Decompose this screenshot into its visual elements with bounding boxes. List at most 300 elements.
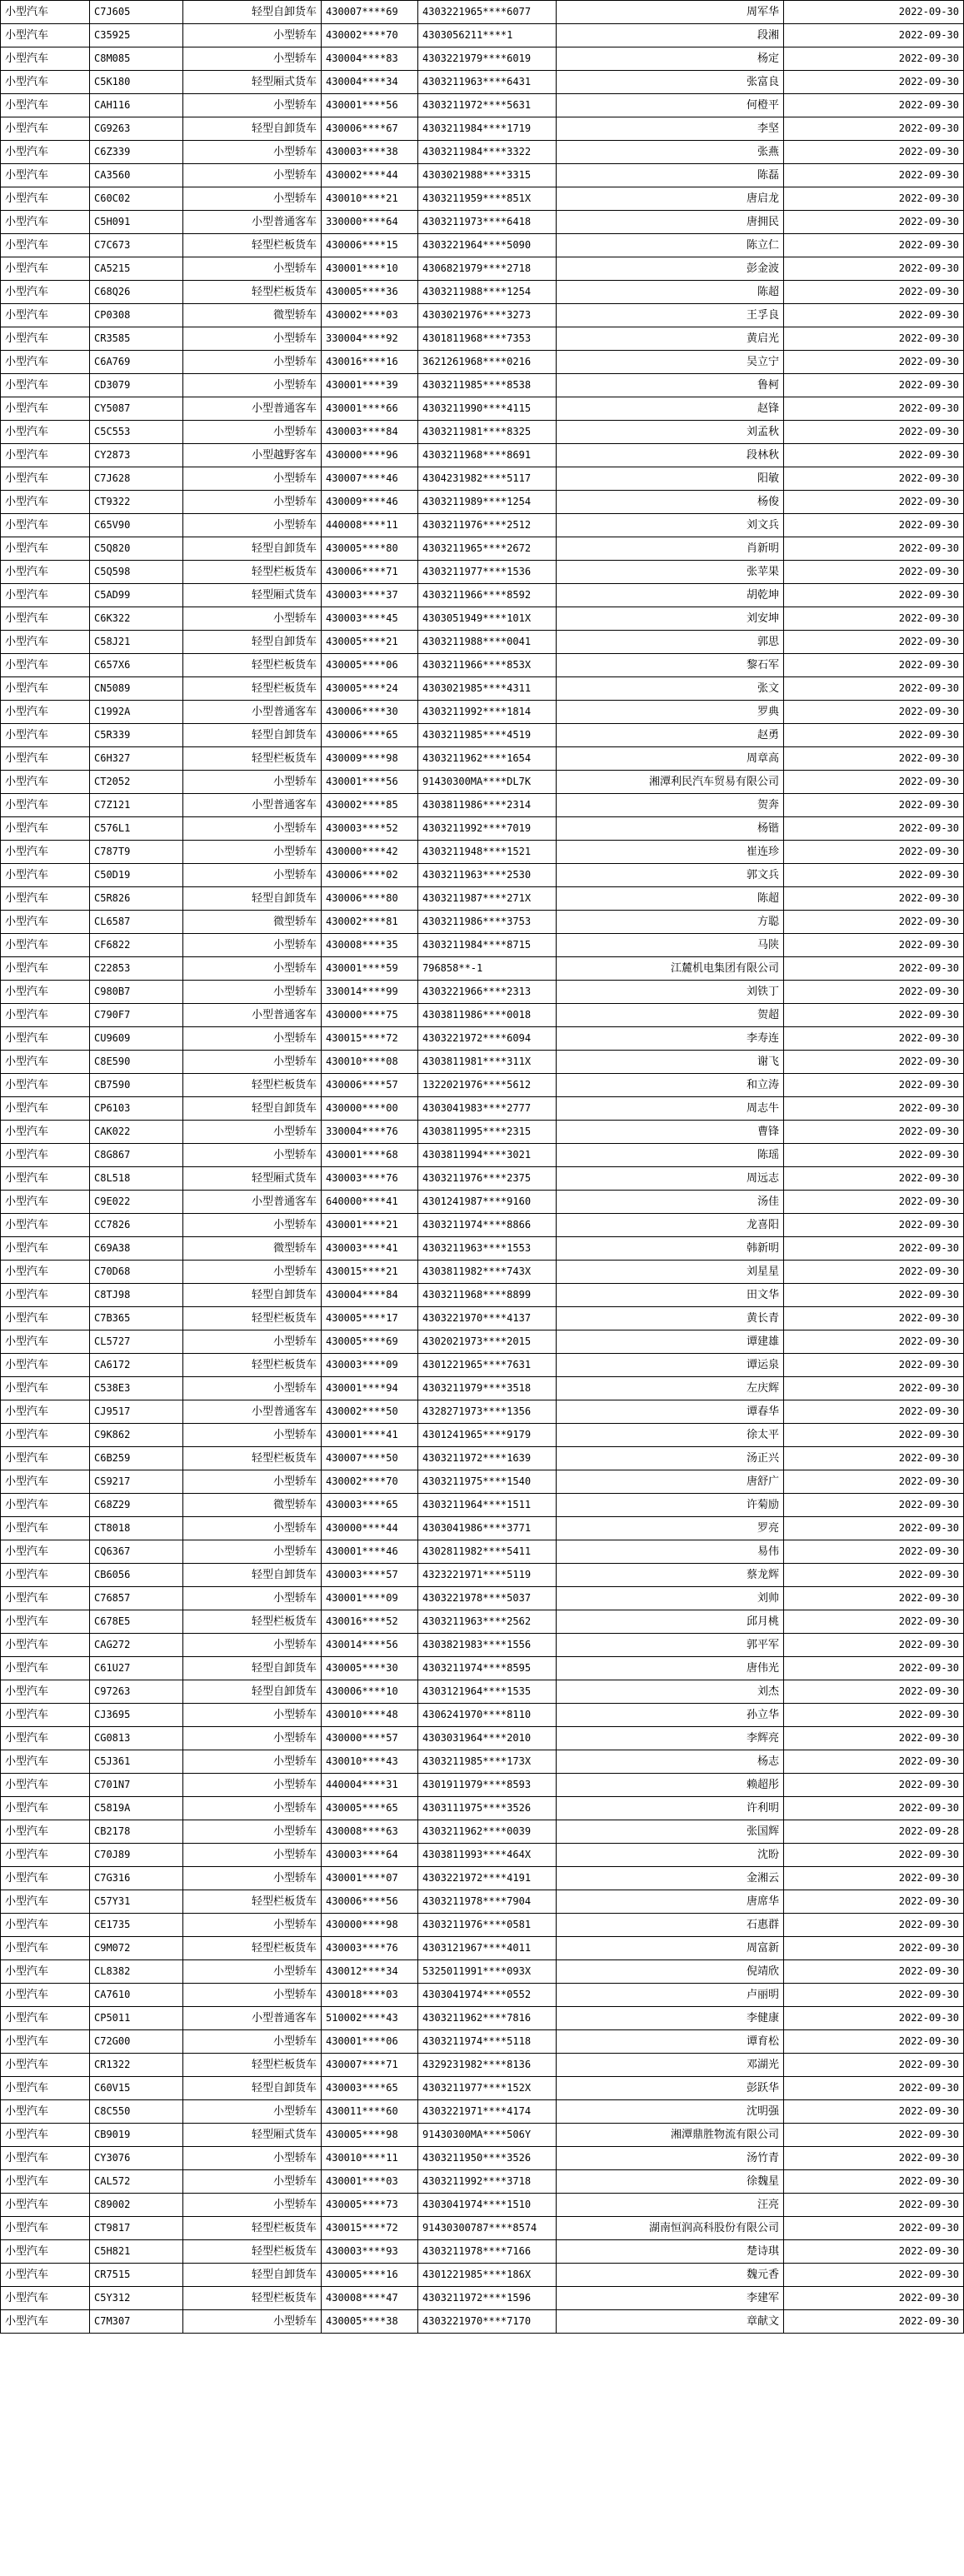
code-cell: 430003****57 xyxy=(322,1564,418,1587)
id-number-cell: 4303211974****8595 xyxy=(418,1657,557,1680)
id-number-cell: 4303021988****3315 xyxy=(418,164,557,187)
code-cell: 430001****59 xyxy=(322,957,418,981)
plate-number-cell: C678E5 xyxy=(90,1610,183,1634)
id-number-cell: 4301221985****186X xyxy=(418,2264,557,2287)
table-row xyxy=(1,1704,964,1727)
code-cell: 430015****21 xyxy=(322,1261,418,1284)
id-number-cell: 4303211979****3518 xyxy=(418,1377,557,1400)
owner-name-cell: 阳敏 xyxy=(557,467,784,491)
date-cell: 2022-09-30 xyxy=(784,2310,964,2334)
table-row xyxy=(1,1844,964,1867)
table-row xyxy=(1,1144,964,1167)
plate-number-cell: CJ3695 xyxy=(90,1704,183,1727)
owner-name-cell: 唐伟光 xyxy=(557,1657,784,1680)
vehicle-type-cell: 小型汽车 xyxy=(1,1400,90,1424)
vehicle-type-cell: 小型汽车 xyxy=(1,1051,90,1074)
id-number-cell: 4301241965****9179 xyxy=(418,1424,557,1447)
code-cell: 430001****41 xyxy=(322,1424,418,1447)
id-number-cell: 4303211972****5631 xyxy=(418,94,557,117)
plate-number-cell: CJ9517 xyxy=(90,1400,183,1424)
plate-number-cell: C6Z339 xyxy=(90,141,183,164)
vehicle-model-cell: 轻型栏板货车 xyxy=(183,2217,322,2240)
id-number-cell: 4303811981****311X xyxy=(418,1051,557,1074)
plate-number-cell: CL5727 xyxy=(90,1330,183,1354)
plate-number-cell: C68Z29 xyxy=(90,1494,183,1517)
table-row xyxy=(1,491,964,514)
id-number-cell: 4306241970****8110 xyxy=(418,1704,557,1727)
table-row xyxy=(1,2054,964,2077)
id-number-cell: 4303211972****1639 xyxy=(418,1447,557,1470)
vehicle-type-cell: 小型汽车 xyxy=(1,421,90,444)
vehicle-model-cell: 小型轿车 xyxy=(183,864,322,887)
owner-name-cell: 汤正兴 xyxy=(557,1447,784,1470)
date-cell: 2022-09-30 xyxy=(784,1424,964,1447)
id-number-cell: 91430300MA****506Y xyxy=(418,2124,557,2147)
table-row xyxy=(1,351,964,374)
vehicle-model-cell: 轻型自卸货车 xyxy=(183,2264,322,2287)
vehicle-model-cell: 小型轿车 xyxy=(183,1540,322,1564)
id-number-cell: 4303221979****6019 xyxy=(418,47,557,71)
vehicle-model-cell: 小型轿车 xyxy=(183,2147,322,2170)
vehicle-model-cell: 轻型栏板货车 xyxy=(183,1307,322,1330)
id-number-cell: 4306821979****2718 xyxy=(418,257,557,281)
table-row xyxy=(1,141,964,164)
date-cell: 2022-09-30 xyxy=(784,1400,964,1424)
plate-number-cell: C790F7 xyxy=(90,1004,183,1027)
owner-name-cell: 吴立宁 xyxy=(557,351,784,374)
plate-number-cell: C8C550 xyxy=(90,2100,183,2124)
plate-number-cell: CS9217 xyxy=(90,1470,183,1494)
code-cell: 430002****03 xyxy=(322,304,418,327)
vehicle-type-cell: 小型汽车 xyxy=(1,1191,90,1214)
plate-number-cell: C60C02 xyxy=(90,187,183,211)
plate-number-cell: C5H821 xyxy=(90,2240,183,2264)
date-cell: 2022-09-30 xyxy=(784,1540,964,1564)
vehicle-model-cell: 小型轿车 xyxy=(183,1844,322,1867)
vehicle-type-cell: 小型汽车 xyxy=(1,234,90,257)
owner-name-cell: 刘帅 xyxy=(557,1587,784,1610)
code-cell: 430007****50 xyxy=(322,1447,418,1470)
date-cell: 2022-09-30 xyxy=(784,1704,964,1727)
vehicle-type-cell: 小型汽车 xyxy=(1,934,90,957)
vehicle-type-cell: 小型汽车 xyxy=(1,327,90,351)
vehicle-model-cell: 轻型厢式货车 xyxy=(183,584,322,607)
owner-name-cell: 刘星星 xyxy=(557,1261,784,1284)
code-cell: 430001****03 xyxy=(322,2170,418,2194)
vehicle-model-cell: 轻型自卸货车 xyxy=(183,1,322,24)
code-cell: 430000****75 xyxy=(322,1004,418,1027)
code-cell: 430000****96 xyxy=(322,444,418,467)
code-cell: 430006****10 xyxy=(322,1680,418,1704)
date-cell: 2022-09-30 xyxy=(784,2147,964,2170)
code-cell: 430003****76 xyxy=(322,1937,418,1960)
owner-name-cell: 赵锋 xyxy=(557,397,784,421)
vehicle-type-cell: 小型汽车 xyxy=(1,2170,90,2194)
id-number-cell: 4303211974****8866 xyxy=(418,1214,557,1237)
plate-number-cell: C7B365 xyxy=(90,1307,183,1330)
owner-name-cell: 李健康 xyxy=(557,2007,784,2030)
owner-name-cell: 易伟 xyxy=(557,1540,784,1564)
vehicle-model-cell: 小型普通客车 xyxy=(183,2007,322,2030)
date-cell: 2022-09-30 xyxy=(784,1727,964,1750)
code-cell: 430002****81 xyxy=(322,911,418,934)
owner-name-cell: 江麓机电集团有限公司 xyxy=(557,957,784,981)
id-number-cell: 4301911979****8593 xyxy=(418,1774,557,1797)
vehicle-model-cell: 小型普通客车 xyxy=(183,211,322,234)
date-cell: 2022-09-30 xyxy=(784,374,964,397)
date-cell: 2022-09-30 xyxy=(784,514,964,537)
plate-number-cell: C5H091 xyxy=(90,211,183,234)
vehicle-model-cell: 小型普通客车 xyxy=(183,1191,322,1214)
vehicle-type-cell: 小型汽车 xyxy=(1,864,90,887)
table-row xyxy=(1,2310,964,2334)
owner-name-cell: 湘潭利民汽车贸易有限公司 xyxy=(557,771,784,794)
table-row xyxy=(1,887,964,911)
vehicle-model-cell: 轻型栏板货车 xyxy=(183,2240,322,2264)
vehicle-type-cell: 小型汽车 xyxy=(1,94,90,117)
date-cell: 2022-09-30 xyxy=(784,2054,964,2077)
vehicle-type-cell: 小型汽车 xyxy=(1,724,90,747)
owner-name-cell: 刘铁丁 xyxy=(557,981,784,1004)
code-cell: 430001****94 xyxy=(322,1377,418,1400)
date-cell: 2022-09-30 xyxy=(784,1844,964,1867)
owner-name-cell: 谭春华 xyxy=(557,1400,784,1424)
plate-number-cell: CR1322 xyxy=(90,2054,183,2077)
owner-name-cell: 蔡龙辉 xyxy=(557,1564,784,1587)
date-cell: 2022-09-30 xyxy=(784,1354,964,1377)
code-cell: 430002****85 xyxy=(322,794,418,817)
vehicle-model-cell: 轻型自卸货车 xyxy=(183,1680,322,1704)
table-row xyxy=(1,2030,964,2054)
plate-number-cell: C576L1 xyxy=(90,817,183,841)
vehicle-model-cell: 小型轿车 xyxy=(183,1727,322,1750)
owner-name-cell: 唐拥民 xyxy=(557,211,784,234)
owner-name-cell: 金湘云 xyxy=(557,1867,784,1890)
vehicle-type-cell: 小型汽车 xyxy=(1,1774,90,1797)
vehicle-model-cell: 小型轿车 xyxy=(183,1261,322,1284)
owner-name-cell: 杨锴 xyxy=(557,817,784,841)
owner-name-cell: 许利明 xyxy=(557,1797,784,1820)
vehicle-model-cell: 轻型自卸货车 xyxy=(183,631,322,654)
owner-name-cell: 罗亮 xyxy=(557,1517,784,1540)
vehicle-type-cell: 小型汽车 xyxy=(1,1540,90,1564)
id-number-cell: 4303121964****1535 xyxy=(418,1680,557,1704)
code-cell: 430001****10 xyxy=(322,257,418,281)
id-number-cell: 91430300MA****DL7K xyxy=(418,771,557,794)
date-cell: 2022-09-30 xyxy=(784,1564,964,1587)
id-number-cell: 4303211964****1511 xyxy=(418,1494,557,1517)
plate-number-cell: C9K862 xyxy=(90,1424,183,1447)
code-cell: 430002****44 xyxy=(322,164,418,187)
code-cell: 430005****24 xyxy=(322,677,418,701)
table-row xyxy=(1,257,964,281)
date-cell: 2022-09-30 xyxy=(784,234,964,257)
plate-number-cell: CB7590 xyxy=(90,1074,183,1097)
code-cell: 430011****60 xyxy=(322,2100,418,2124)
code-cell: 430003****41 xyxy=(322,1237,418,1261)
date-cell: 2022-09-30 xyxy=(784,1470,964,1494)
owner-name-cell: 黎石军 xyxy=(557,654,784,677)
code-cell: 430005****73 xyxy=(322,2194,418,2217)
vehicle-model-cell: 轻型厢式货车 xyxy=(183,2124,322,2147)
id-number-cell: 4303211984****3322 xyxy=(418,141,557,164)
vehicle-type-cell: 小型汽车 xyxy=(1,2030,90,2054)
table-row xyxy=(1,1750,964,1774)
owner-name-cell: 方聪 xyxy=(557,911,784,934)
owner-name-cell: 徐魏星 xyxy=(557,2170,784,2194)
owner-name-cell: 杨定 xyxy=(557,47,784,71)
plate-number-cell: C5R826 xyxy=(90,887,183,911)
plate-number-cell: C6A769 xyxy=(90,351,183,374)
owner-name-cell: 谭运泉 xyxy=(557,1354,784,1377)
vehicle-model-cell: 轻型栏板货车 xyxy=(183,1074,322,1097)
plate-number-cell: CU9609 xyxy=(90,1027,183,1051)
vehicle-model-cell: 轻型自卸货车 xyxy=(183,537,322,561)
vehicle-model-cell: 小型轿车 xyxy=(183,1144,322,1167)
vehicle-type-cell: 小型汽车 xyxy=(1,24,90,47)
date-cell: 2022-09-30 xyxy=(784,1634,964,1657)
id-number-cell: 4303021985****4311 xyxy=(418,677,557,701)
vehicle-type-cell: 小型汽车 xyxy=(1,1867,90,1890)
id-number-cell: 4303821983****1556 xyxy=(418,1634,557,1657)
date-cell: 2022-09-30 xyxy=(784,1517,964,1540)
date-cell: 2022-09-30 xyxy=(784,2124,964,2147)
vehicle-type-cell: 小型汽车 xyxy=(1,1027,90,1051)
plate-number-cell: CG9263 xyxy=(90,117,183,141)
table-row xyxy=(1,187,964,211)
vehicle-type-cell: 小型汽车 xyxy=(1,1937,90,1960)
vehicle-model-cell: 小型轿车 xyxy=(183,1960,322,1984)
vehicle-model-cell: 轻型栏板货车 xyxy=(183,2287,322,2310)
date-cell: 2022-09-30 xyxy=(784,584,964,607)
vehicle-model-cell: 小型轿车 xyxy=(183,981,322,1004)
id-number-cell: 4301221965****7631 xyxy=(418,1354,557,1377)
table-row xyxy=(1,1587,964,1610)
table-row xyxy=(1,24,964,47)
vehicle-model-cell: 小型轿车 xyxy=(183,491,322,514)
code-cell: 430001****39 xyxy=(322,374,418,397)
vehicle-model-cell: 轻型自卸货车 xyxy=(183,1564,322,1587)
code-cell: 430001****07 xyxy=(322,1867,418,1890)
table-row xyxy=(1,1540,964,1564)
vehicle-model-cell: 小型轿车 xyxy=(183,2310,322,2334)
code-cell: 430003****84 xyxy=(322,421,418,444)
plate-number-cell: CB2178 xyxy=(90,1820,183,1844)
table-row xyxy=(1,747,964,771)
plate-number-cell: C72G00 xyxy=(90,2030,183,2054)
id-number-cell: 4303211977****152X xyxy=(418,2077,557,2100)
owner-name-cell: 龙喜阳 xyxy=(557,1214,784,1237)
owner-name-cell: 张富良 xyxy=(557,71,784,94)
vehicle-model-cell: 轻型栏板货车 xyxy=(183,1354,322,1377)
plate-number-cell: C7Z121 xyxy=(90,794,183,817)
id-number-cell: 4303211988****1254 xyxy=(418,281,557,304)
vehicle-model-cell: 小型轿车 xyxy=(183,1984,322,2007)
owner-name-cell: 黄启光 xyxy=(557,327,784,351)
owner-name-cell: 孙立华 xyxy=(557,1704,784,1727)
id-number-cell: 4304231982****5117 xyxy=(418,467,557,491)
code-cell: 330000****64 xyxy=(322,211,418,234)
table-row xyxy=(1,1330,964,1354)
table-row xyxy=(1,1820,964,1844)
date-cell: 2022-09-30 xyxy=(784,257,964,281)
code-cell: 430007****69 xyxy=(322,1,418,24)
table-row xyxy=(1,1890,964,1914)
vehicle-type-cell: 小型汽车 xyxy=(1,1121,90,1144)
date-cell: 2022-09-30 xyxy=(784,701,964,724)
code-cell: 430005****16 xyxy=(322,2264,418,2287)
vehicle-type-cell: 小型汽车 xyxy=(1,1657,90,1680)
id-number-cell: 4303221966****2313 xyxy=(418,981,557,1004)
code-cell: 430018****03 xyxy=(322,1984,418,2007)
owner-name-cell: 罗典 xyxy=(557,701,784,724)
vehicle-type-cell: 小型汽车 xyxy=(1,2147,90,2170)
owner-name-cell: 鲁柯 xyxy=(557,374,784,397)
code-cell: 430009****98 xyxy=(322,747,418,771)
date-cell: 2022-09-30 xyxy=(784,1657,964,1680)
date-cell: 2022-09-30 xyxy=(784,911,964,934)
owner-name-cell: 和立涛 xyxy=(557,1074,784,1097)
owner-name-cell: 杨志 xyxy=(557,1750,784,1774)
id-number-cell: 4303811986****0018 xyxy=(418,1004,557,1027)
table-row xyxy=(1,631,964,654)
id-number-cell: 4303211963****2530 xyxy=(418,864,557,887)
id-number-cell: 4303211977****1536 xyxy=(418,561,557,584)
id-number-cell: 4328271973****1356 xyxy=(418,1400,557,1424)
date-cell: 2022-09-30 xyxy=(784,94,964,117)
code-cell: 430005****38 xyxy=(322,2310,418,2334)
owner-name-cell: 许菊励 xyxy=(557,1494,784,1517)
table-row xyxy=(1,841,964,864)
id-number-cell: 4303811982****743X xyxy=(418,1261,557,1284)
code-cell: 430003****45 xyxy=(322,607,418,631)
table-row xyxy=(1,397,964,421)
owner-name-cell: 郭思 xyxy=(557,631,784,654)
table-row xyxy=(1,2007,964,2030)
code-cell: 430003****65 xyxy=(322,2077,418,2100)
code-cell: 430016****16 xyxy=(322,351,418,374)
code-cell: 330014****99 xyxy=(322,981,418,1004)
date-cell: 2022-09-30 xyxy=(784,1167,964,1191)
table-row xyxy=(1,421,964,444)
code-cell: 430005****80 xyxy=(322,537,418,561)
table-row xyxy=(1,1400,964,1424)
vehicle-type-cell: 小型汽车 xyxy=(1,1330,90,1354)
code-cell: 430003****76 xyxy=(322,1167,418,1191)
table-row xyxy=(1,2124,964,2147)
owner-name-cell: 赖超彤 xyxy=(557,1774,784,1797)
id-number-cell: 4303211962****1654 xyxy=(418,747,557,771)
table-row xyxy=(1,794,964,817)
id-number-cell: 4303811994****3021 xyxy=(418,1144,557,1167)
table-row xyxy=(1,654,964,677)
vehicle-type-cell: 小型汽车 xyxy=(1,1587,90,1610)
vehicle-type-cell: 小型汽车 xyxy=(1,164,90,187)
vehicle-model-cell: 小型轿车 xyxy=(183,1867,322,1890)
table-row xyxy=(1,1051,964,1074)
vehicle-model-cell: 微型轿车 xyxy=(183,1237,322,1261)
vehicle-type-cell: 小型汽车 xyxy=(1,701,90,724)
table-row xyxy=(1,1937,964,1960)
table-row xyxy=(1,1960,964,1984)
date-cell: 2022-09-30 xyxy=(784,864,964,887)
vehicle-model-cell: 轻型自卸货车 xyxy=(183,887,322,911)
table-row xyxy=(1,1610,964,1634)
table-row xyxy=(1,1167,964,1191)
date-cell: 2022-09-30 xyxy=(784,351,964,374)
vehicle-type-cell: 小型汽车 xyxy=(1,304,90,327)
owner-name-cell: 刘文兵 xyxy=(557,514,784,537)
plate-number-cell: CP6103 xyxy=(90,1097,183,1121)
plate-number-cell: CG0813 xyxy=(90,1727,183,1750)
table-row xyxy=(1,94,964,117)
owner-name-cell: 章献文 xyxy=(557,2310,784,2334)
owner-name-cell: 张文 xyxy=(557,677,784,701)
code-cell: 430006****57 xyxy=(322,1074,418,1097)
id-number-cell: 4303041974****0552 xyxy=(418,1984,557,2007)
table-row xyxy=(1,1470,964,1494)
vehicle-model-cell: 轻型栏板货车 xyxy=(183,1447,322,1470)
owner-name-cell: 湘潭鼎胜物流有限公司 xyxy=(557,2124,784,2147)
plate-number-cell: CN5089 xyxy=(90,677,183,701)
table-row xyxy=(1,1564,964,1587)
id-number-cell: 4303211963****6431 xyxy=(418,71,557,94)
code-cell: 430004****34 xyxy=(322,71,418,94)
owner-name-cell: 段林秋 xyxy=(557,444,784,467)
code-cell: 510002****43 xyxy=(322,2007,418,2030)
vehicle-type-cell: 小型汽车 xyxy=(1,1004,90,1027)
code-cell: 430001****06 xyxy=(322,2030,418,2054)
owner-name-cell: 沈明强 xyxy=(557,2100,784,2124)
date-cell: 2022-09-30 xyxy=(784,1587,964,1610)
id-number-cell: 4303211990****4115 xyxy=(418,397,557,421)
vehicle-model-cell: 轻型栏板货车 xyxy=(183,747,322,771)
vehicle-model-cell: 轻型自卸货车 xyxy=(183,724,322,747)
table-row xyxy=(1,2217,964,2240)
owner-name-cell: 魏元香 xyxy=(557,2264,784,2287)
id-number-cell: 4303211968****8691 xyxy=(418,444,557,467)
owner-name-cell: 张国辉 xyxy=(557,1820,784,1844)
plate-number-cell: C70D68 xyxy=(90,1261,183,1284)
date-cell: 2022-09-30 xyxy=(784,2077,964,2100)
vehicle-type-cell: 小型汽车 xyxy=(1,981,90,1004)
vehicle-model-cell: 微型轿车 xyxy=(183,304,322,327)
vehicle-type-cell: 小型汽车 xyxy=(1,1074,90,1097)
vehicle-model-cell: 小型轿车 xyxy=(183,2100,322,2124)
date-cell: 2022-09-30 xyxy=(784,1121,964,1144)
id-number-cell: 4303211975****1540 xyxy=(418,1470,557,1494)
date-cell: 2022-09-30 xyxy=(784,1027,964,1051)
vehicle-model-cell: 小型轿车 xyxy=(183,421,322,444)
owner-name-cell: 张燕 xyxy=(557,141,784,164)
id-number-cell: 4303211988****0041 xyxy=(418,631,557,654)
vehicle-model-cell: 小型轿车 xyxy=(183,934,322,957)
owner-name-cell: 陈瑶 xyxy=(557,1144,784,1167)
vehicle-model-cell: 轻型栏板货车 xyxy=(183,1610,322,1634)
date-cell: 2022-09-30 xyxy=(784,1750,964,1774)
vehicle-model-cell: 轻型厢式货车 xyxy=(183,71,322,94)
code-cell: 430008****47 xyxy=(322,2287,418,2310)
vehicle-type-cell: 小型汽车 xyxy=(1,2240,90,2264)
plate-number-cell: C97263 xyxy=(90,1680,183,1704)
date-cell: 2022-09-30 xyxy=(784,2100,964,2124)
vehicle-model-cell: 小型轿车 xyxy=(183,94,322,117)
id-number-cell: 4303211978****7904 xyxy=(418,1890,557,1914)
owner-name-cell: 崔连珍 xyxy=(557,841,784,864)
owner-name-cell: 李辉亮 xyxy=(557,1727,784,1750)
table-row xyxy=(1,911,964,934)
id-number-cell: 4303211987****271X xyxy=(418,887,557,911)
